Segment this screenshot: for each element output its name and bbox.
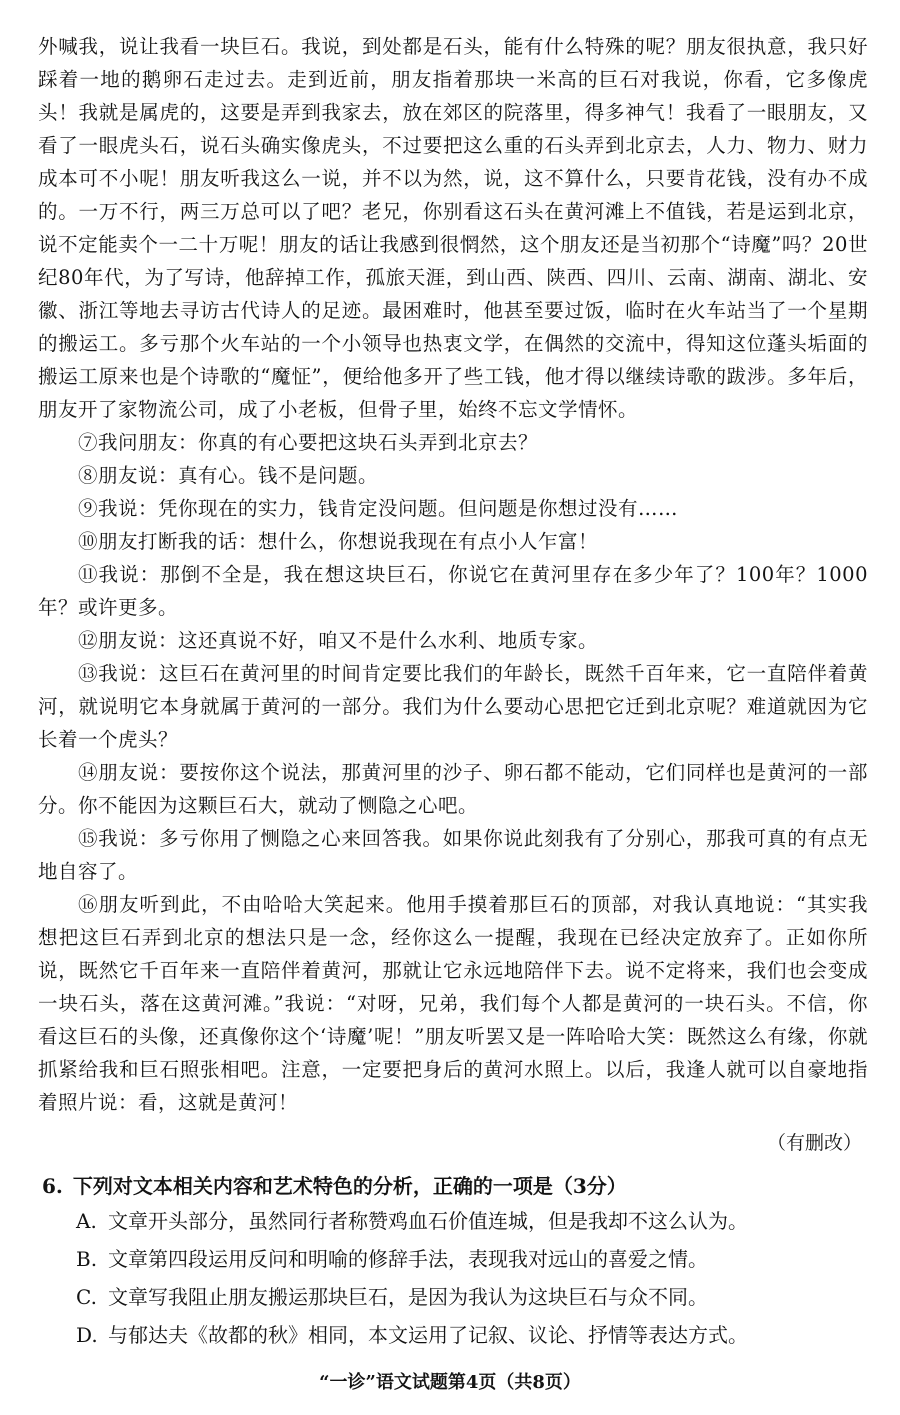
passage-paragraph-15: ⑮我说：多亏你用了恻隐之心来回答我。如果你说此刻我有了分别心，那我可真的有点无地自容了。 <box>38 827 868 883</box>
option-text: 文章开头部分，虽然同行者称赞鸡血石价值连城，但是我却不这么认为。 <box>108 1209 748 1233</box>
passage-paragraph-8: ⑧朋友说：真有心。钱不是问题。 <box>78 464 379 487</box>
option-text: 与郁达夫《故都的秋》相同，本文运用了记叙、议论、抒情等表达方式。 <box>108 1323 748 1347</box>
passage-paragraph-10: ⑩朋友打断我的话：想什么，你想说我现在有点小人乍富！ <box>78 530 599 553</box>
passage-paragraph-11: ⑪我说：那倒不全是，我在想这块巨石，你说它在黄河里存在多少年了？100年？1000年？或许更多。 <box>38 563 868 619</box>
option-d <box>76 1319 866 1351</box>
option-a <box>76 1205 866 1237</box>
option-letter: B. <box>76 1247 98 1271</box>
source-note: （有删改） <box>766 1132 862 1154</box>
passage-paragraph-13: ⑬我说：这巨石在黄河里的时间肯定要比我们的年龄长，既然千百年来，它一直陪伴着黄河，就说明它本身就属于黄河的一部分。我们为什么要动心思把它迁到北京呢？难道就因为它长着一个虎头？ <box>38 662 868 751</box>
passage-paragraph-16: ⑯朋友听到此，不由哈哈大笑起来。他用手摸着那巨石的顶部，对我认真地说：“其实我想把这巨石弄到北京的想法只是一念，经你这么一提醒，我现在已经决定放弃了。正如你所说，既然它千百年来一直陪伴着黄河，那就让它永远地陪伴下去。说不定将来，我们也会变成一块石头，落在这黄河滩。”我说：“对呀，兄弟，我们每个人都是黄河的一块石头。不信，你看这巨石的头像，还真像你这个‘诗魔’呢！”朋友听罢又是一阵哈哈大笑：既然这么有缘，你就抓紧给我和巨石照张相吧。注意，一定要把身后的黄河水照上。以后，我逢人就可以自豪地指着照片说：看，这就是黄河！ <box>38 893 868 1114</box>
option-c <box>76 1281 866 1313</box>
passage-paragraph-14: ⑭朋友说：要按你这个说法，那黄河里的沙子、卵石都不能动，它们同样也是黄河的一部分。你不能因为这颗巨石大，就动了恻隐之心吧。 <box>38 761 868 817</box>
passage-paragraph-continuation: 外喊我，说让我看一块巨石。我说，到处都是石头，能有什么特殊的呢？朋友很执意，我只好踩着一地的鹅卵石走过去。走到近前，朋友指着那块一米高的巨石对我说，你看，它多像虎头！我就是属虎的，这要是弄到我家去，放在郊区的院落里，得多神气！我看了一眼朋友，又看了一眼虎头石，说石头确实像虎头，不过要把这么重的石头弄到北京去，人力、物力、财力成本可不小呢！朋友听我这么一说，并不以为然，说，这不算什么，只要肯花钱，没有办不成的。一万不行，两三万总可以了吧？老兄，你别看这石头在黄河滩上不值钱，若是运到北京，说不定能卖个一二十万呢！朋友的话让我感到很惘然，这个朋友还是当初那个“诗魔”吗？20世纪80年代，为了写诗，他辞掉工作，孤旅天涯，到山西、陕西、四川、云南、湖南、湖北、安徽、浙江等地去寻访古代诗人的足迹。最困难时，他甚至要过饭，临时在火车站当了一个星期的搬运工。多亏那个火车站的一个小领导也热衷文学，在偶然的交流中，得知这位蓬头垢面的搬运工原来也是个诗歌的“魔怔”，便给他多开了些工钱，他才得以继续诗歌的跋涉。多年后，朋友开了家物流公司，成了小老板，但骨子里，始终不忘文学情怀。 <box>38 35 868 421</box>
option-letter: D. <box>76 1323 98 1347</box>
option-b <box>76 1243 866 1275</box>
option-text: 文章写我阻止朋友搬运那块巨石，是因为我认为这块巨石与众不同。 <box>108 1285 708 1309</box>
question-6-stem <box>42 1170 868 1202</box>
question-text: 下列对文本相关内容和艺术特色的分析，正确的一项是（3分） <box>72 1174 627 1198</box>
passage-paragraph-12: ⑫朋友说：这还真说不好，咱又不是什么水利、地质专家。 <box>78 629 599 652</box>
passage-paragraph-9: ⑨我说：凭你现在的实力，钱肯定没问题。但问题是你想过没有…… <box>78 497 679 520</box>
question-number: 6. <box>42 1174 63 1198</box>
page-footer: “一诊”语文试题第4页（共8页） <box>319 1372 581 1393</box>
option-letter: A. <box>76 1209 97 1233</box>
option-text: 文章第四段运用反问和明喻的修辞手法，表现我对远山的喜爱之情。 <box>108 1247 708 1271</box>
passage-paragraph-7: ⑦我问朋友：你真的有心要把这块石头弄到北京去？ <box>78 431 539 454</box>
option-letter: C. <box>76 1285 97 1309</box>
